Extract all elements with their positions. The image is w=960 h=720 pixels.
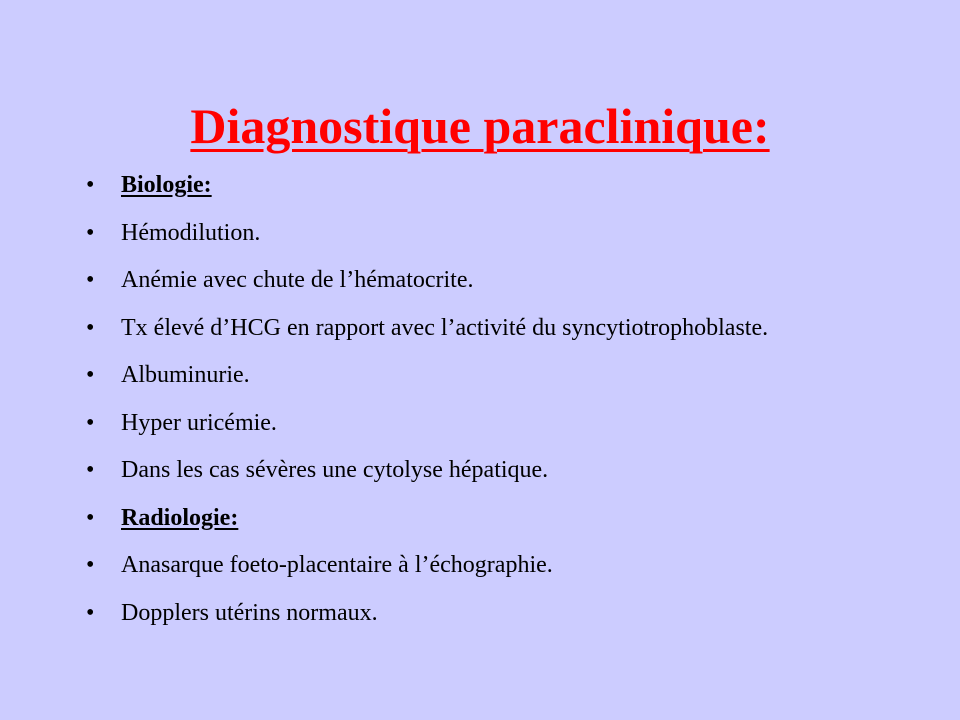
bullet-dot-icon: •	[86, 457, 95, 483]
bullet-text: Albuminurie.	[121, 362, 250, 388]
section-heading-radiologie: Radiologie:	[121, 504, 239, 531]
bullet-text: Dans les cas sévères une cytolyse hépatique.	[121, 457, 549, 483]
slide-title: Diagnostique paraclinique:	[190, 98, 770, 154]
bullet-dot-icon: •	[86, 599, 95, 626]
bullet-item-albuminurie	[86, 360, 886, 390]
bullet-item-dopplers	[86, 598, 886, 628]
bullet-dot-icon: •	[86, 552, 95, 578]
bullet-dot-icon: •	[86, 267, 95, 293]
bullet-item-radiologie	[86, 503, 886, 533]
bullet-item-hyper-uricemie	[86, 408, 886, 438]
bullet-item-biologie	[86, 170, 886, 200]
bullet-item-anemie	[86, 265, 886, 295]
bullet-dot-icon: •	[86, 314, 95, 341]
bullet-item-cytolyse	[86, 455, 886, 485]
bullet-list	[86, 170, 886, 645]
bullet-text: Anémie avec chute de l’hématocrite.	[121, 267, 474, 293]
bullet-dot-icon: •	[86, 172, 95, 198]
bullet-text: Dopplers utérins normaux.	[121, 599, 378, 626]
bullet-text: Hémodilution.	[121, 219, 261, 246]
bullet-dot-icon: •	[86, 362, 95, 388]
bullet-text: Hyper uricémie.	[121, 409, 277, 436]
bullet-dot-icon: •	[86, 504, 95, 531]
bullet-item-hemodilution	[86, 218, 886, 248]
bullet-item-hcg	[86, 313, 886, 343]
bullet-text: Anasarque foeto-placentaire à l’échographie.	[121, 552, 553, 578]
section-heading-biologie: Biologie:	[121, 172, 212, 198]
bullet-text: Tx élevé d’HCG en rapport avec l’activité du syncytiotrophoblaste.	[121, 314, 769, 341]
bullet-dot-icon: •	[86, 409, 95, 436]
bullet-dot-icon: •	[86, 219, 95, 246]
bullet-item-anasarque	[86, 550, 886, 580]
